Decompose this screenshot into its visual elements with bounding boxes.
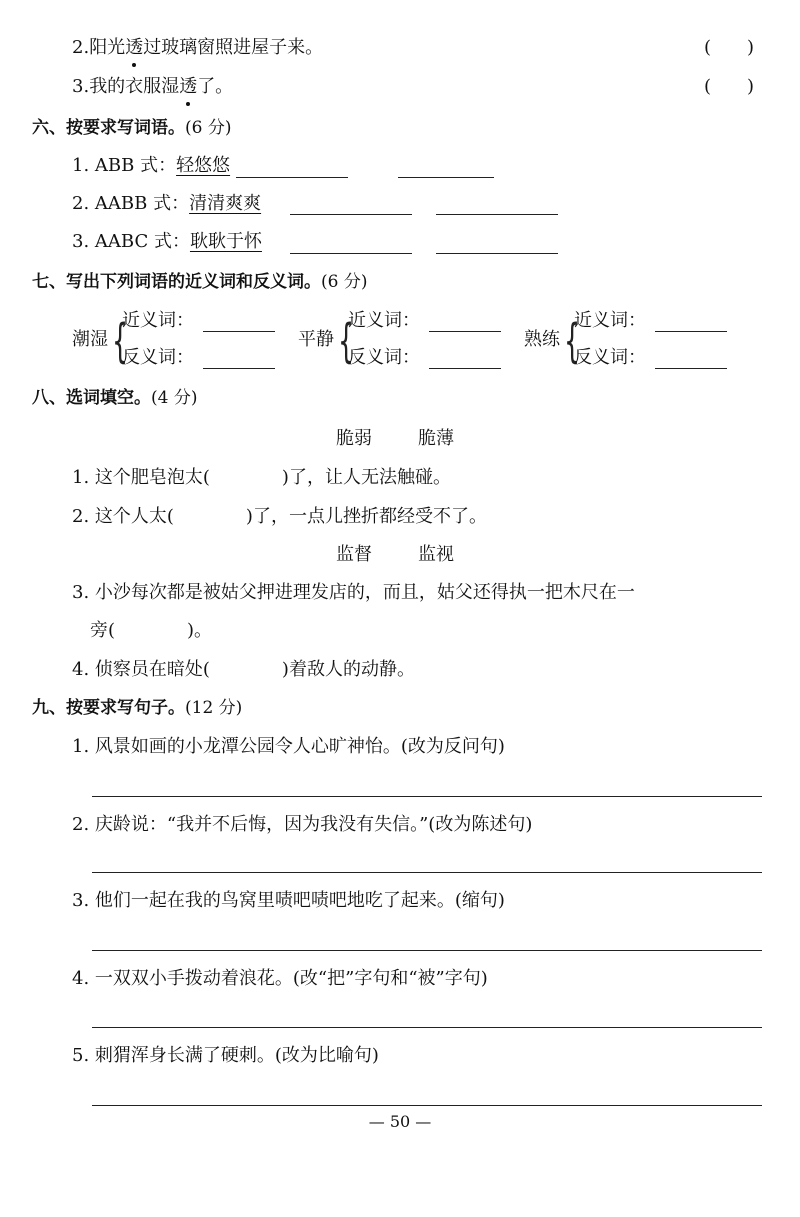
section-points: (12 分) (185, 698, 243, 718)
item-text: 了。 (197, 76, 234, 97)
s9-question-5: 5. 刺猬浑身长满了硬刺。(改为比喻句) (72, 1045, 379, 1066)
section-points: (6 分) (185, 118, 232, 138)
question-text: 4. 侦察员在暗处( (72, 659, 210, 680)
item-label: 2. AABB 式： (72, 193, 190, 214)
brace: { (112, 314, 129, 368)
answer-parentheses[interactable]: ( ) (704, 76, 755, 97)
question-3 (72, 75, 233, 99)
section-title: 六、按要求写词语。 (32, 118, 185, 138)
answer-blank[interactable] (655, 368, 727, 369)
antonym-label: 反义词： (348, 347, 420, 368)
near-label: 近义词： (122, 310, 194, 331)
answer-parentheses[interactable]: ( ) (704, 37, 755, 58)
word-choice-2: 脆薄 (418, 428, 454, 449)
section-9-heading (32, 696, 242, 720)
example-word: 轻悠悠 (176, 155, 231, 176)
item-label: 1. ABB 式： (72, 155, 177, 176)
question-text: 旁( (90, 620, 116, 641)
antonym-label: 反义词： (122, 347, 194, 368)
brace: { (564, 314, 581, 368)
s7-word-1: 潮湿 (72, 329, 108, 350)
item-text: 我的衣服湿 (89, 76, 180, 97)
word-choice-1: 脆弱 (336, 428, 372, 449)
answer-line[interactable] (92, 950, 762, 951)
item-label: 3. AABC 式： (72, 231, 190, 252)
section-8-heading (32, 386, 197, 410)
s9-question-3: 3. 他们一起在我的鸟窝里啧吧啧吧地吃了起来。(缩句) (72, 890, 505, 911)
answer-blank[interactable] (203, 368, 275, 369)
dotted-char: 透 (125, 37, 144, 58)
section-title: 九、按要求写句子。 (32, 698, 185, 718)
question-2 (72, 36, 323, 60)
answer-blank[interactable] (429, 331, 501, 332)
answer-blank[interactable] (655, 331, 727, 332)
word-choice-4: 监视 (418, 544, 454, 565)
question-text: )了，一点儿挫折都经受不了。 (245, 506, 487, 527)
section-points: (4 分) (151, 388, 198, 408)
paren-blank[interactable] (210, 659, 282, 680)
s8-question-1 (72, 466, 451, 490)
s6-item-3 (72, 230, 262, 254)
section-title: 八、选词填空。 (32, 388, 151, 408)
question-text: 2. 这个人太( (72, 506, 174, 527)
item-text: 过玻璃窗照进屋子来。 (143, 37, 324, 58)
s9-question-4: 4. 一双双小手拨动着浪花。(改“把”字句和“被”字句) (72, 968, 488, 989)
paren-blank[interactable] (174, 506, 246, 527)
s6-item-2 (72, 192, 261, 216)
brace: { (338, 314, 355, 368)
word-choice-3: 监督 (336, 544, 372, 565)
example-word: 耿耿于怀 (189, 231, 262, 252)
question-text: )了，让人无法触碰。 (281, 467, 451, 488)
answer-blank[interactable] (429, 368, 501, 369)
question-text: )着敌人的动静。 (281, 659, 415, 680)
section-7-heading (32, 270, 367, 294)
answer-blank[interactable] (203, 331, 275, 332)
paren-blank[interactable] (115, 620, 187, 641)
s7-word-2: 平静 (298, 329, 334, 350)
near-label: 近义词： (348, 310, 420, 331)
answer-line[interactable] (92, 1105, 762, 1106)
s9-question-2: 2. 庆龄说：“我并不后悔，因为我没有失信。”(改为陈述句) (72, 814, 533, 835)
section-title: 七、写出下列词语的近义词和反义词。 (32, 272, 321, 292)
question-text: )。 (187, 620, 213, 641)
dotted-char: 透 (179, 76, 198, 97)
s8-question-2 (72, 505, 487, 529)
section-points: (6 分) (321, 272, 368, 292)
item-number: 3. (72, 76, 90, 97)
s8-question-3: 3. 小沙每次都是被姑父押进理发店的，而且，姑父还得执一把木尺在一 (72, 582, 635, 603)
answer-blank[interactable] (398, 177, 494, 178)
answer-blank[interactable] (236, 177, 348, 178)
answer-blank[interactable] (436, 253, 558, 254)
item-text: 阳光 (89, 37, 126, 58)
s8-question-3-cont (90, 619, 212, 643)
s7-word-3: 熟练 (524, 329, 560, 350)
paren-blank[interactable] (210, 467, 282, 488)
section-6-heading (32, 116, 231, 140)
example-word: 清清爽爽 (189, 193, 262, 214)
answer-blank[interactable] (290, 253, 412, 254)
s9-question-1: 1. 风景如画的小龙潭公园令人心旷神怡。(改为反问句) (72, 736, 505, 757)
near-label: 近义词： (574, 310, 646, 331)
item-number: 2. (72, 37, 90, 58)
s8-question-4 (72, 658, 415, 682)
answer-blank[interactable] (290, 214, 412, 215)
page-number: — 50 — (368, 1112, 432, 1131)
question-text: 1. 这个肥皂泡太( (72, 467, 210, 488)
answer-blank[interactable] (436, 214, 558, 215)
answer-line[interactable] (92, 1027, 762, 1028)
s6-item-1 (72, 154, 230, 178)
answer-line[interactable] (92, 872, 762, 873)
answer-line[interactable] (92, 796, 762, 797)
antonym-label: 反义词： (574, 347, 646, 368)
